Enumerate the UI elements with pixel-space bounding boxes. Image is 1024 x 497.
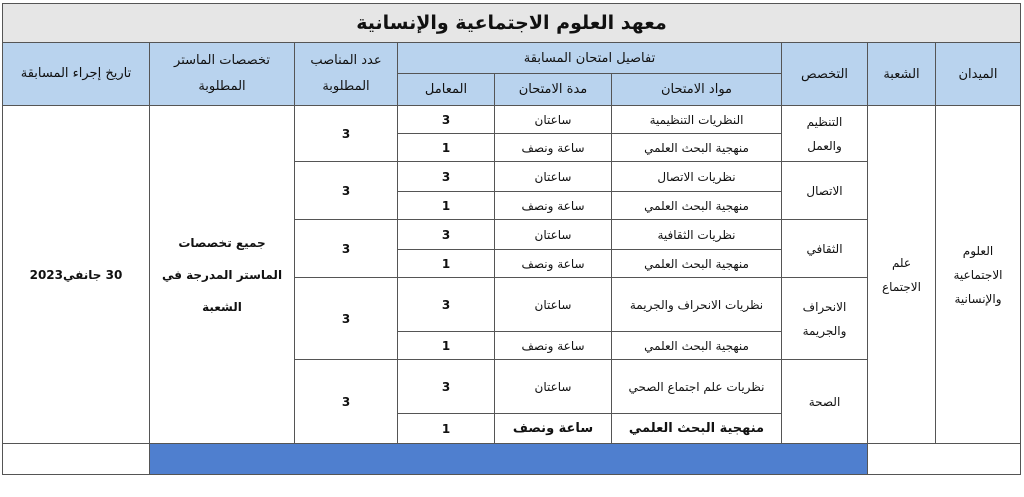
header-positions: عدد المناصب المطلوبة bbox=[295, 43, 398, 106]
exam-duration: ساعتان bbox=[495, 278, 612, 332]
exam-coefficient: 1 bbox=[398, 414, 495, 444]
exam-duration: ساعة ونصف bbox=[495, 134, 612, 162]
bottom-blue-bar bbox=[150, 444, 868, 475]
exam-coefficient: 1 bbox=[398, 134, 495, 162]
field-cell: العلوم الاجتماعية والإنسانية bbox=[936, 106, 1021, 444]
exam-coefficient: 3 bbox=[398, 278, 495, 332]
exam-subject: منهجية البحث العلمي bbox=[612, 134, 782, 162]
exam-coefficient: 3 bbox=[398, 360, 495, 414]
exam-subject: منهجية البحث العلمي bbox=[612, 414, 782, 444]
exam-subject: منهجية البحث العلمي bbox=[612, 332, 782, 360]
exam-duration: ساعة ونصف bbox=[495, 332, 612, 360]
exam-coefficient: 3 bbox=[398, 106, 495, 134]
competition-table-container bbox=[3, 3, 1021, 494]
specialty-cell: التنظيم والعمل bbox=[782, 106, 868, 162]
positions-cell: 3 bbox=[295, 278, 398, 360]
exam-subject: نظريات الثقافية bbox=[612, 220, 782, 250]
exam-duration: ساعتان bbox=[495, 360, 612, 414]
header-date: تاريخ إجراء المسابقة bbox=[2, 43, 149, 106]
specialty-cell: الانحراف والجريمة bbox=[782, 278, 868, 360]
bottom-blank-cell bbox=[868, 444, 1021, 475]
header-coefficient: المعامل bbox=[398, 74, 495, 106]
exam-coefficient: 1 bbox=[398, 332, 495, 360]
exam-duration: ساعتان bbox=[495, 220, 612, 250]
table-title: معهد العلوم الاجتماعية والإنسانية bbox=[2, 4, 1020, 43]
date-cell: 30 جانفي2023 bbox=[2, 106, 149, 444]
competition-table bbox=[2, 3, 1021, 475]
positions-cell: 3 bbox=[295, 360, 398, 444]
exam-subject: نظريات الاتصال bbox=[612, 162, 782, 192]
exam-duration: ساعة ونصف bbox=[495, 414, 612, 444]
positions-cell: 3 bbox=[295, 106, 398, 162]
header-duration: مدة الامتحان bbox=[495, 74, 612, 106]
bottom-blank-cell bbox=[2, 444, 149, 475]
exam-duration: ساعة ونصف bbox=[495, 192, 612, 220]
exam-coefficient: 1 bbox=[398, 192, 495, 220]
exam-duration: ساعة ونصف bbox=[495, 250, 612, 278]
header-masters: تخصصات الماستر المطلوبة bbox=[150, 43, 295, 106]
exam-subject: نظريات الانحراف والجريمة bbox=[612, 278, 782, 332]
branch-cell: علم الاجتماع bbox=[868, 106, 936, 444]
header-subjects: مواد الامتحان bbox=[612, 74, 782, 106]
positions-cell: 3 bbox=[295, 162, 398, 220]
positions-cell: 3 bbox=[295, 220, 398, 278]
specialty-cell: الاتصال bbox=[782, 162, 868, 220]
exam-duration: ساعتان bbox=[495, 106, 612, 134]
exam-duration: ساعتان bbox=[495, 162, 612, 192]
specialty-cell: الصحة bbox=[782, 360, 868, 444]
specialty-cell: الثقافي bbox=[782, 220, 868, 278]
exam-coefficient: 3 bbox=[398, 220, 495, 250]
exam-subject: منهجية البحث العلمي bbox=[612, 192, 782, 220]
exam-coefficient: 3 bbox=[398, 162, 495, 192]
header-field: الميدان bbox=[936, 43, 1021, 106]
exam-subject: نظريات علم اجتماع الصحي bbox=[612, 360, 782, 414]
exam-coefficient: 1 bbox=[398, 250, 495, 278]
header-exam-details: تفاصيل امتحان المسابقة bbox=[398, 43, 782, 74]
exam-subject: منهجية البحث العلمي bbox=[612, 250, 782, 278]
masters-cell: جميع تخصصات الماستر المدرجة في الشعبة bbox=[150, 106, 295, 444]
header-branch: الشعبة bbox=[868, 43, 936, 106]
header-specialty: التخصص bbox=[782, 43, 868, 106]
exam-subject: النظريات التنظيمية bbox=[612, 106, 782, 134]
